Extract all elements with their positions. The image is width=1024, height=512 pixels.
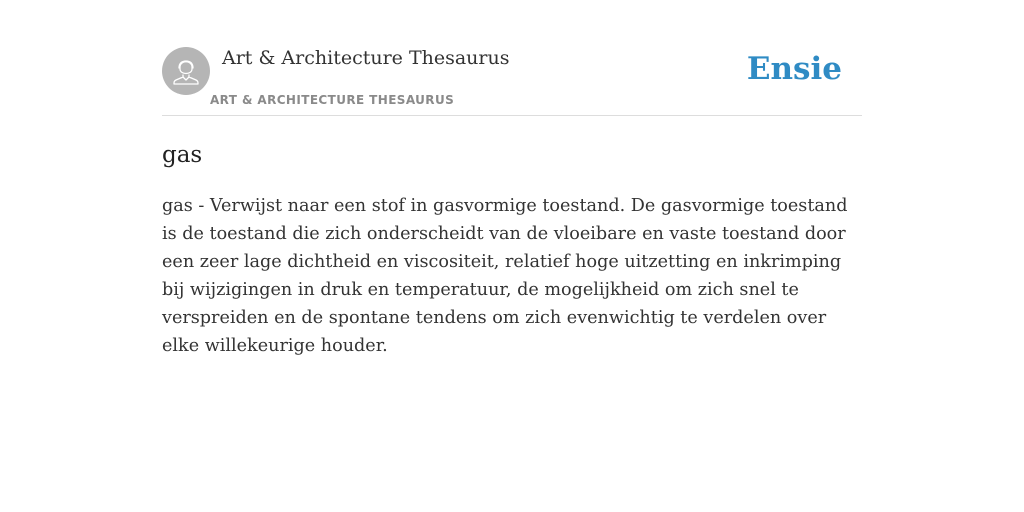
term-title: gas (162, 142, 203, 168)
source-title[interactable]: Art & Architecture Thesaurus (222, 47, 510, 69)
brand-logo[interactable]: Ensie (746, 51, 842, 87)
entry-header (162, 0, 862, 116)
avatar[interactable] (162, 47, 210, 95)
definition-text: gas - Verwijst naar een stof in gasvormige toestand. De gasvormige toestand is de toestand die zich onderscheidt van de vloeibare en vaste toestand door een zeer lage dichtheid en viscositeit, relatief hoge uitzetting en inkrimping bij wijzigingen in druk en temperatuur, de mogelijkheid om zich snel te verspreiden en de spontane tendens om zich evenwichtig te verdelen over elke willekeurige houder. (162, 196, 848, 356)
page-container (162, 0, 862, 512)
user-icon (162, 47, 210, 95)
source-subtitle[interactable]: ART & ARCHITECTURE THESAURUS (210, 93, 455, 107)
